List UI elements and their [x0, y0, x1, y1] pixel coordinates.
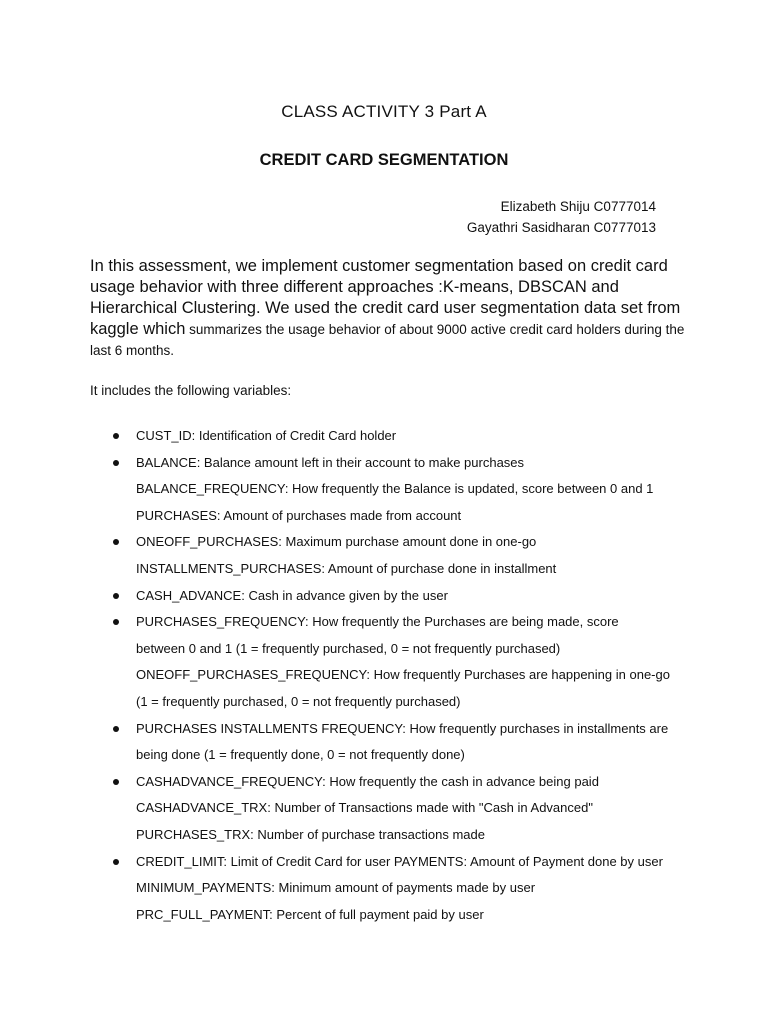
variable-text: CASHADVANCE_TRX: Number of Transactions made with "Cash in Advanced"	[136, 800, 593, 816]
intro-paragraph	[90, 256, 690, 361]
variable-list-item	[112, 849, 712, 929]
variable-text: CASHADVANCE_FREQUENCY: How frequently the cash in advance being paid	[136, 773, 599, 789]
document-title: CREDIT CARD SEGMENTATION	[259, 151, 509, 169]
variable-text: ONEOFF_PURCHASES: Maximum purchase amount done in one-go	[136, 534, 537, 550]
variables-list	[112, 423, 712, 928]
bullet-icon	[113, 779, 119, 785]
variable-text: CASH_ADVANCE: Cash in advance given by the user	[136, 587, 448, 603]
variable-list-item	[112, 609, 712, 715]
bullet-icon	[113, 619, 119, 625]
variable-text: PURCHASES: Amount of purchases made from account	[136, 507, 462, 523]
variable-text: MINIMUM_PAYMENTS: Minimum amount of payments made by user	[136, 880, 536, 896]
authors-block	[467, 196, 656, 238]
bullet-icon	[113, 539, 119, 545]
variable-text: (1 = frequently purchased, 0 = not frequently purchased)	[136, 693, 461, 709]
variable-text: between 0 and 1 (1 = frequently purchased, 0 = not frequently purchased)	[136, 640, 561, 656]
variable-text: CREDIT_LIMIT: Limit of Credit Card for user PAYMENTS: Amount of Payment done by user	[136, 853, 663, 869]
bullet-icon	[113, 593, 119, 599]
variable-text: PURCHASES_FREQUENCY: How frequently the Purchases are being made, score	[136, 614, 619, 630]
intro-text-small: summarizes the usage behavior of about 9000 active credit card holders during the last 6 months.	[90, 322, 685, 358]
variable-list-item	[112, 583, 712, 610]
bullet-icon	[113, 433, 119, 439]
variables-intro: It includes the following variables:	[90, 383, 292, 398]
variable-text: ONEOFF_PURCHASES_FREQUENCY: How frequently Purchases are happening in one-go	[136, 667, 670, 683]
variable-text: BALANCE: Balance amount left in their account to make purchases	[136, 454, 525, 470]
variable-text: being done (1 = frequently done, 0 = not frequently done)	[136, 747, 465, 763]
variable-text: INSTALLMENTS_PURCHASES: Amount of purchase done in installment	[136, 560, 557, 576]
bullet-icon	[113, 460, 119, 466]
intro-text-large: In this assessment, we implement customer segmentation based on credit card usage behavior with three different approaches :K-means, DBSCAN and Hierarchical Clustering. We used the credit card user segmentation data set from kaggle which	[90, 257, 681, 338]
variable-list-item	[112, 529, 712, 582]
variable-list-item	[112, 769, 712, 849]
variable-text: CUST_ID: Identification of Credit Card holder	[136, 428, 397, 443]
variable-text: PRC_FULL_PAYMENT: Percent of full payment paid by user	[136, 906, 484, 922]
bullet-icon	[113, 726, 119, 732]
variable-text: BALANCE_FREQUENCY: How frequently the Balance is updated, score between 0 and 1	[136, 481, 654, 497]
variable-list-item	[112, 716, 712, 769]
bullet-icon	[113, 859, 119, 865]
author-name: Gayathri Sasidharan C0777013	[466, 220, 656, 235]
variable-list-item	[112, 423, 712, 450]
variable-text: PURCHASES INSTALLMENTS FREQUENCY: How frequently purchases in installments are	[136, 720, 669, 736]
variable-text: PURCHASES_TRX: Number of purchase transactions made	[136, 826, 485, 842]
author-name: Elizabeth Shiju C0777014	[500, 199, 656, 214]
variable-list-item	[112, 450, 712, 530]
activity-title: CLASS ACTIVITY 3 Part A	[281, 102, 487, 121]
